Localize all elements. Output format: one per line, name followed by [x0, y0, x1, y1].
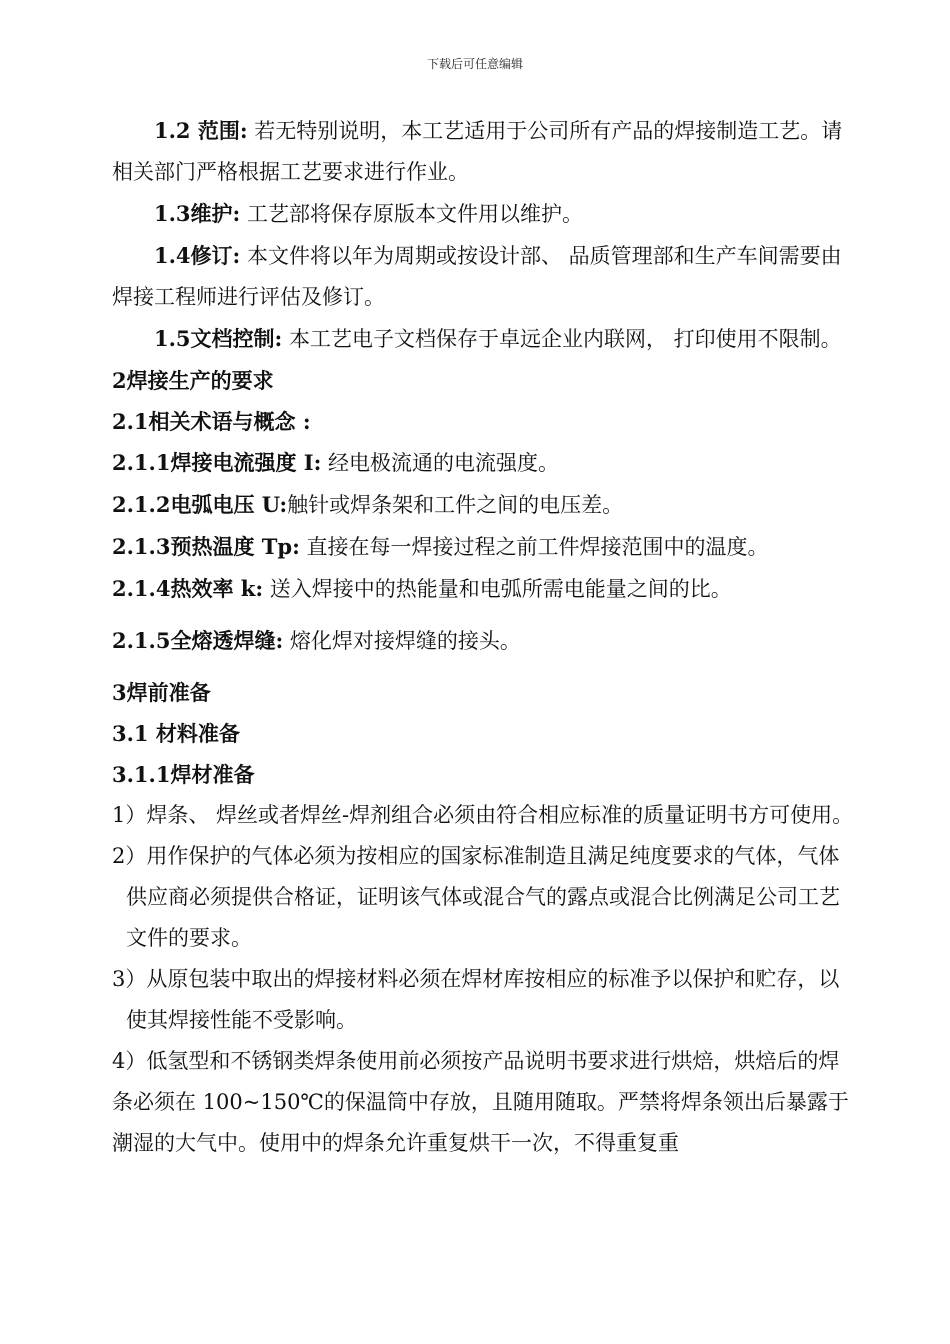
section-1-5-text: 本工艺电子文档保存于卓远企业内联网， 打印使用不限制。 — [288, 327, 842, 351]
page-header: 下载后可任意编辑 — [426, 57, 523, 71]
section-2-1-5-label: 2.1.5全熔透焊缝: — [112, 628, 284, 653]
section-1-2-text: 若无特别说明，本工艺适用于公司所有产品的焊接制造工艺。请相关部门严格根据工艺要求进行作业。 — [112, 119, 843, 184]
section-1-3-text: 工艺部将保存原版本文件用以维护。 — [246, 202, 583, 226]
section-2-1-3-text: 直接在每一焊接过程之前工件焊接范围中的温度。 — [306, 535, 769, 559]
section-1-4-label: 1.4修订: — [154, 243, 241, 268]
section-1-2 — [112, 110, 860, 193]
list-item-4: 4）低氢型和不锈钢类焊条使用前必须按产品说明书要求进行烘焙，烘焙后的焊条必须在 100~150℃的保温筒中存放，且随用随取。严禁将焊条领出后暴露于潮湿的大气中。使用中的焊条允许重复烘干一次，不得重复重 — [112, 1049, 849, 1155]
section-2-1-5 — [112, 620, 860, 662]
section-2-1-1-label: 2.1.1焊接电流强度 I: — [112, 450, 322, 475]
document-body — [112, 110, 860, 1164]
section-1-5 — [112, 318, 860, 360]
section-2-1-4-text: 送入焊接中的热能量和电弧所需电能量之间的比。 — [269, 577, 732, 601]
section-1-3-label: 1.3维护: — [154, 201, 241, 226]
section-2-1-5-text: 熔化焊对接焊缝的接头。 — [289, 629, 521, 653]
section-2-1-2-label: 2.1.2电弧电压 U: — [112, 492, 288, 517]
section-2-1-2 — [112, 484, 860, 526]
section-1-2-label: 1.2 范围: — [154, 118, 248, 143]
section-1-4 — [112, 235, 860, 318]
section-2-1-4-label: 2.1.4热效率 k: — [112, 576, 264, 601]
heading-3: 3焊前准备 — [112, 680, 211, 705]
section-2-1-2-text: 触针或焊条架和工件之间的电压差。 — [287, 493, 624, 517]
heading-3-1-1: 3.1.1焊材准备 — [112, 762, 255, 787]
list-item-3: 3）从原包装中取出的焊接材料必须在焊材库按相应的标准予以保护和贮存，以使其焊接性能不受影响。 — [112, 967, 840, 1032]
heading-2: 2焊接生产的要求 — [112, 368, 274, 393]
section-1-4-text: 本文件将以年为周期或按设计部、 品质管理部和生产车间需要由焊接工程师进行评估及修订。 — [112, 244, 842, 309]
section-2-1-1 — [112, 442, 860, 484]
heading-2-1: 2.1相关术语与概念 : — [112, 409, 311, 434]
heading-3-1: 3.1 材料准备 — [112, 721, 240, 746]
section-2-1-3 — [112, 526, 860, 568]
section-2-1-4 — [112, 568, 860, 610]
section-1-3 — [112, 193, 860, 235]
list-item-1: 1）焊条、 焊丝或者焊丝-焊剂组合必须由符合相应标准的质量证明书方可使用。 — [112, 803, 854, 827]
list-item-2: 2）用作保护的气体必须为按相应的国家标准制造且满足纯度要求的气体，气体供应商必须提供合格证，证明该气体或混合气的露点或混合比例满足公司工艺文件的要求。 — [112, 844, 840, 950]
section-1-5-label: 1.5文档控制: — [154, 326, 283, 351]
section-2-1-3-label: 2.1.3预热温度 Tp: — [112, 534, 300, 559]
section-2-1-1-text: 经电极流通的电流强度。 — [328, 451, 560, 475]
